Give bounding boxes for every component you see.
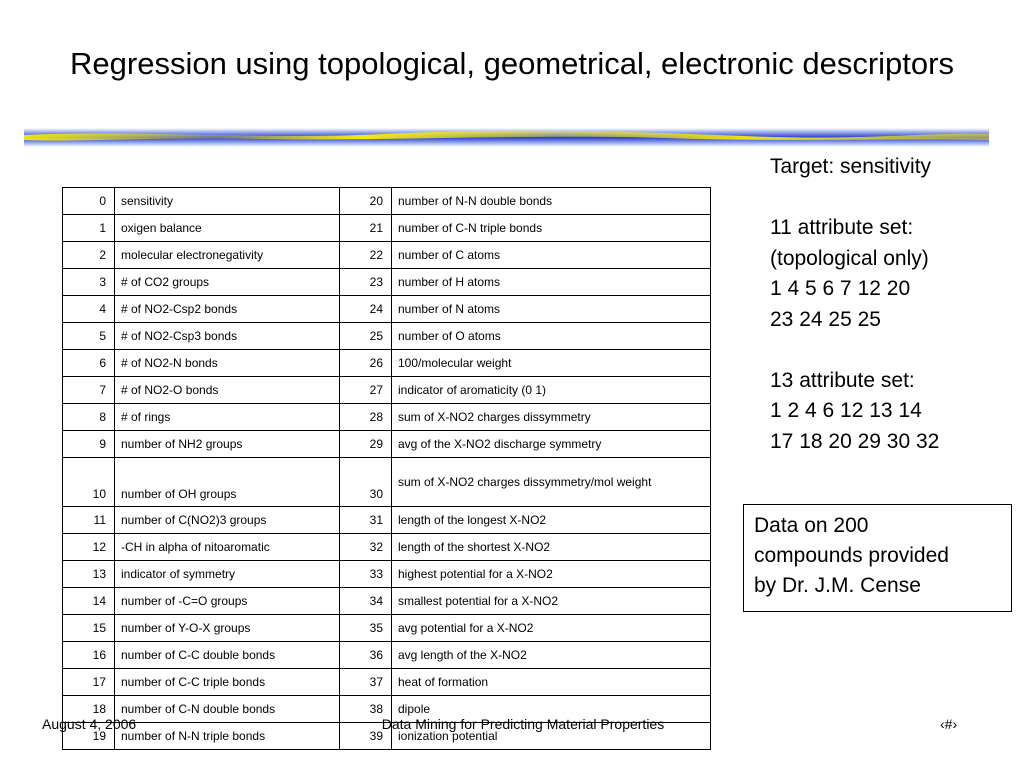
- descriptor-cell: highest potential for a X-NO2: [392, 561, 711, 588]
- table-row: [63, 669, 711, 696]
- row-index-cell: 21: [340, 215, 392, 242]
- row-index-cell: 2: [63, 242, 115, 269]
- descriptor-cell: # of NO2-O bonds: [115, 377, 340, 404]
- descriptor-cell: number of H atoms: [392, 269, 711, 296]
- table-row: [63, 534, 711, 561]
- notes-line: [770, 335, 1020, 366]
- table-row: [63, 350, 711, 377]
- footer-page-number: ‹#›: [940, 716, 958, 732]
- notes-line: 1 4 5 6 7 12 20: [770, 277, 911, 300]
- row-index-cell: 23: [340, 269, 392, 296]
- table-row: [63, 242, 711, 269]
- row-index-cell: 10: [63, 458, 115, 507]
- row-index-cell: 11: [63, 507, 115, 534]
- descriptor-cell: number of C(NO2)3 groups: [115, 507, 340, 534]
- descriptor-cell: number of C-N triple bonds: [392, 215, 711, 242]
- row-index-cell: 37: [340, 669, 392, 696]
- data-source-line: Data on 200: [754, 514, 869, 537]
- descriptor-cell: molecular electronegativity: [115, 242, 340, 269]
- row-index-cell: 5: [63, 323, 115, 350]
- row-index-cell: 32: [340, 534, 392, 561]
- descriptor-cell: heat of formation: [392, 669, 711, 696]
- descriptor-cell: -CH in alpha of nitoaromatic: [115, 534, 340, 561]
- row-index-cell: 17: [63, 669, 115, 696]
- descriptor-table-body: [63, 188, 711, 750]
- descriptor-cell: number of C-C double bonds: [115, 642, 340, 669]
- descriptor-cell: length of the longest X-NO2: [392, 507, 711, 534]
- slide-title: Regression using topological, geometrical, electronic descriptors: [70, 46, 954, 81]
- descriptor-table: [62, 187, 711, 750]
- descriptor-cell: # of rings: [115, 404, 340, 431]
- descriptor-cell: avg length of the X-NO2: [392, 642, 711, 669]
- descriptor-cell: oxigen balance: [115, 215, 340, 242]
- descriptor-cell: number of Y-O-X groups: [115, 615, 340, 642]
- descriptor-cell: indicator of symmetry: [115, 561, 340, 588]
- notes-line: (topological only): [770, 246, 929, 270]
- data-source-line: by Dr. J.M. Cense: [754, 574, 921, 597]
- notes-line: 17 18 20 29 30 32: [770, 429, 940, 453]
- notes-line: 1 2 4 6 12 13 14: [770, 399, 922, 422]
- row-index-cell: 19: [63, 723, 115, 750]
- row-index-cell: 27: [340, 377, 392, 404]
- row-index-cell: 3: [63, 269, 115, 296]
- row-index-cell: 13: [63, 561, 115, 588]
- descriptor-cell: indicator of aromaticity (0 1): [392, 377, 711, 404]
- table-row: [63, 642, 711, 669]
- footer-title: Data Mining for Predicting Material Properties: [381, 716, 665, 732]
- table-row: [63, 323, 711, 350]
- descriptor-cell: number of C-N double bonds: [115, 696, 340, 723]
- row-index-cell: 28: [340, 404, 392, 431]
- row-index-cell: 26: [340, 350, 392, 377]
- row-index-cell: 6: [63, 350, 115, 377]
- descriptor-cell: dipole: [392, 696, 711, 723]
- descriptor-cell: # of NO2-Csp3 bonds: [115, 323, 340, 350]
- notes-line: 23 24 25 25: [770, 307, 881, 331]
- descriptor-cell: smallest potential for a X-NO2: [392, 588, 711, 615]
- descriptor-cell: number of C atoms: [392, 242, 711, 269]
- descriptor-cell: length of the shortest X-NO2: [392, 534, 711, 561]
- footer-date: August 4, 2006: [42, 716, 137, 732]
- descriptor-cell: number of C-C triple bonds: [115, 669, 340, 696]
- data-source-line: compounds provided: [754, 544, 949, 567]
- descriptor-cell: avg potential for a X-NO2: [392, 615, 711, 642]
- table-row: [63, 296, 711, 323]
- descriptor-cell: number of N-N double bonds: [392, 188, 711, 215]
- descriptor-cell: # of NO2-Csp2 bonds: [115, 296, 340, 323]
- data-source-box: [743, 504, 1012, 612]
- row-index-cell: 16: [63, 642, 115, 669]
- notes-line: 11 attribute set:: [770, 216, 914, 239]
- descriptor-cell: ionization potential: [392, 723, 711, 750]
- row-index-cell: 24: [340, 296, 392, 323]
- row-index-cell: 31: [340, 507, 392, 534]
- row-index-cell: 1: [63, 215, 115, 242]
- descriptor-cell: number of -C=O groups: [115, 588, 340, 615]
- row-index-cell: 34: [340, 588, 392, 615]
- table-row: [63, 215, 711, 242]
- row-index-cell: 12: [63, 534, 115, 561]
- descriptor-cell: number of OH groups: [115, 458, 340, 507]
- table-row: [63, 588, 711, 615]
- row-index-cell: 7: [63, 377, 115, 404]
- row-index-cell: 14: [63, 588, 115, 615]
- row-index-cell: 9: [63, 431, 115, 458]
- target-attribute-notes: [770, 152, 1020, 457]
- table-row: [63, 458, 711, 507]
- row-index-cell: 36: [340, 642, 392, 669]
- descriptor-cell: number of N-N triple bonds: [115, 723, 340, 750]
- descriptor-cell: number of NH2 groups: [115, 431, 340, 458]
- table-row: [63, 404, 711, 431]
- table-row: [63, 431, 711, 458]
- row-index-cell: 20: [340, 188, 392, 215]
- notes-line: [770, 183, 1020, 214]
- table-row: [63, 188, 711, 215]
- table-row: [63, 269, 711, 296]
- notes-line: Target: sensitivity: [770, 155, 932, 178]
- descriptor-cell: number of O atoms: [392, 323, 711, 350]
- descriptor-cell: # of CO2 groups: [115, 269, 340, 296]
- row-index-cell: 35: [340, 615, 392, 642]
- descriptor-cell: sum of X-NO2 charges dissymmetry: [392, 404, 711, 431]
- descriptor-cell: sensitivity: [115, 188, 340, 215]
- table-row: [63, 615, 711, 642]
- descriptor-cell: sum of X-NO2 charges dissymmetry/mol weight: [392, 458, 711, 507]
- row-index-cell: 30: [340, 458, 392, 507]
- descriptor-cell: 100/molecular weight: [392, 350, 711, 377]
- row-index-cell: 4: [63, 296, 115, 323]
- row-index-cell: 33: [340, 561, 392, 588]
- table-row: [63, 507, 711, 534]
- descriptor-cell: avg of the X-NO2 discharge symmetry: [392, 431, 711, 458]
- table-row: [63, 561, 711, 588]
- descriptor-cell: number of N atoms: [392, 296, 711, 323]
- row-index-cell: 38: [340, 696, 392, 723]
- table-row: [63, 377, 711, 404]
- row-index-cell: 15: [63, 615, 115, 642]
- descriptor-cell: # of NO2-N bonds: [115, 350, 340, 377]
- row-index-cell: 18: [63, 696, 115, 723]
- row-index-cell: 39: [340, 723, 392, 750]
- notes-line: 13 attribute set:: [770, 368, 915, 392]
- row-index-cell: 0: [63, 188, 115, 215]
- row-index-cell: 29: [340, 431, 392, 458]
- decorative-gradient-rule: [24, 128, 989, 147]
- row-index-cell: 25: [340, 323, 392, 350]
- row-index-cell: 22: [340, 242, 392, 269]
- row-index-cell: 8: [63, 404, 115, 431]
